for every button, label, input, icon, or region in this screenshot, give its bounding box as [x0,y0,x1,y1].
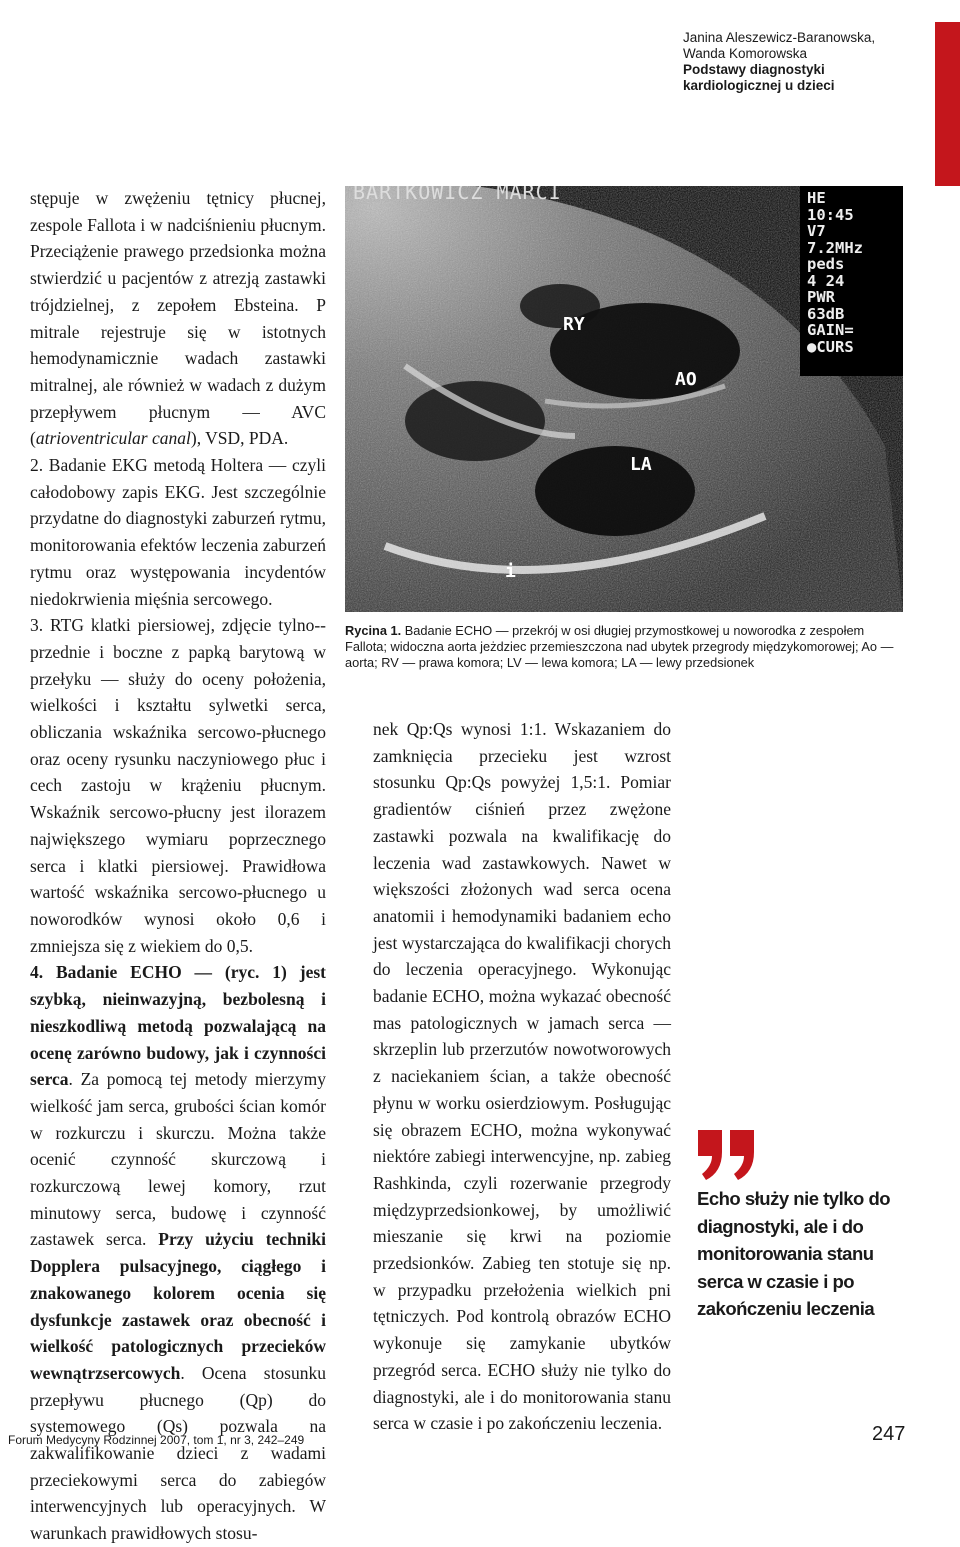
image-label-la: LA [630,454,652,475]
right-column [373,716,671,1437]
list-item-rtg: 3. RTG klatki piersiowej, zdjęcie tylno--przednie i boczne z papką barytową w przełyku — służy do oceny położenia, wielkości i kształtu sylwetki serca, obliczania wskaźnika sercowo-płucnego oraz oceny rysunku naczyniowego płuc i cech zastoju w krążeniu płucnym. Wskaźnik sercowo-płucny jest ilorazem największego wymiaru poprzecznego serca i klatki piersiowej. Prawidłowa wartość wskaźnika sercowo-płucnego u noworodków wynosi około 0,6 i zmniejsza się z wiekiem do 0,5. [30,615,326,956]
header-accent-bar [935,22,960,186]
header-title-2: kardiologicznej u dzieci [683,78,835,93]
paragraph-ecg-continuation: stępuje w zwężeniu tętnicy płucnej, zespole Fallota i w nadciśnieniu płucnym. Przeciążenie prawego przedsionka można stwierdzić u pacjentów z atrezją zastawki trójdzielnej, z zepołem Ebsteina. P mitrale rejestruje się w istotnych hemodynamicznie wadach zastawki mitralnej, ale również w wadach z dużym przepływem płucnym — AVC (atrioventricular canal), VSD, PDA. [30,188,326,449]
quote-mark-icon [692,1130,762,1180]
image-label-rv: RY [563,314,585,335]
caption-label: Rycina 1. [345,623,402,638]
image-overlay-settings: HE 10:45 V7 7.2MHz peds 4 24 PWR 63dB GAIN= ●CURS [807,189,863,356]
footer-citation: Forum Medycyny Rodzinnej 2007, tom 1, nr 3, 242–249 [8,1433,305,1447]
header-author-2: Wanda Komorowska [683,46,808,61]
page-number: 247 [872,1423,906,1445]
header-author-1: Janina Aleszewicz-Baranowska, [683,30,876,45]
image-overlay-patient: BARTKOWICZ MARCI [353,186,562,204]
figure-caption [345,623,905,671]
echocardiogram-image [345,186,903,612]
caption-text: Badanie ECHO — przekrój w osi długiej przymostkowej u noworodka z zespołem Fallota; widoczna aorta jeżdziec przemieszczona nad ubytek przegrody międzykomorowej; Ao — aorta; RV — prawa komora; LV — lewa komora; LA — lewy przedsionek [345,623,894,670]
image-label-ao: AO [675,369,697,390]
header-title-1: Podstawy diagnostyki [683,62,825,77]
list-item-holter: 2. Badanie EKG metodą Holtera — czyli całodobowy zapis EKG. Jest szczególnie przydatne do diagnostyki zaburzeń rytmu, monitorowania efektów leczenia zaburzeń rytmu oraz występowania incydentów niedokrwienia mięśnia sercowego. [30,455,326,609]
paragraph-echo-continuation: nek Qp:Qs wynosi 1:1. Wskazaniem do zamknięcia przecieku jest wzrost stosunku Qp:Qs powyżej 1,5:1. Pomiar gradientów ciśnień przez zwężone zastawki pozwala na kwalifikację do leczenia wad zastawkowych. Nawet w większości złożonych wad serca ocena anatomii i hemodynamiki badaniem echo jest wystarczająca do kwalifikacji chorych do leczenia operacyjnego. Wykonując badanie ECHO, można wykazać obecność mas patologicznych w jamach serca — skrzeplin lub przerzutów nowotworowych z naciekaniem ścian, a także obecność płynu w worku osierdziowym. Posługując się obrazem ECHO, można wykonywać niektóre zabiegi interwencyjne, np. zabieg Rashkinda, czyli rozerwanie przegrody międzyprzedsionkowej, by umożliwić mieszanie się krwi na poziomie przedsionków. Zabieg ten stotuje się np. w przypadku przełożenia wielkich pni tętniczych. Pod kontrolą obrazów ECHO wykonuje się zamykanie ubytków przegród serca. ECHO służy nie tylko do diagnostyki, ale i do monitorowania stanu serca w czasie i po zakończeniu leczenia. [373,719,671,1434]
image-label-i: i [505,561,516,582]
left-column [30,185,326,1547]
running-header [683,30,933,94]
list-item-echo: 4. Badanie ECHO — (ryc. 1) jest szybką, nieinwazyjną, bezbolesną i nieszkodliwą metodą pozwalającą na ocenę zarówno budowy, jak i czynności serca. Za pomocą tej metody mierzymy wielkość jam serca, grubości ścian komór w rozkurczu i skurczu. Można także ocenić czynność skurczową i rozkurczową lewej komory, rzut minutowy serca, budowę i czynność zastawek serca. Przy użyciu techniki Dopplera pulsacyjnego, ciągłego i znakowanego kolorem ocenia się dysfunkcje zastawek oraz obecność i wielkość patologicznych przecieków wewnątrzsercowych. Ocena stosunku przepływu płucnego (Qp) do systemowego (Qs) pozwala na zakwalifikowanie dzieci z wadami przeciekowymi serca do zabiegów interwencyjnych lub operacyjnych. W warunkach prawidłowych stosu- [30,962,326,1544]
pull-quote: Echo służy nie tylko do diagnostyki, ale i do monitorowania stanu serca w czasie i po zakończeniu leczenia [697,1188,891,1319]
